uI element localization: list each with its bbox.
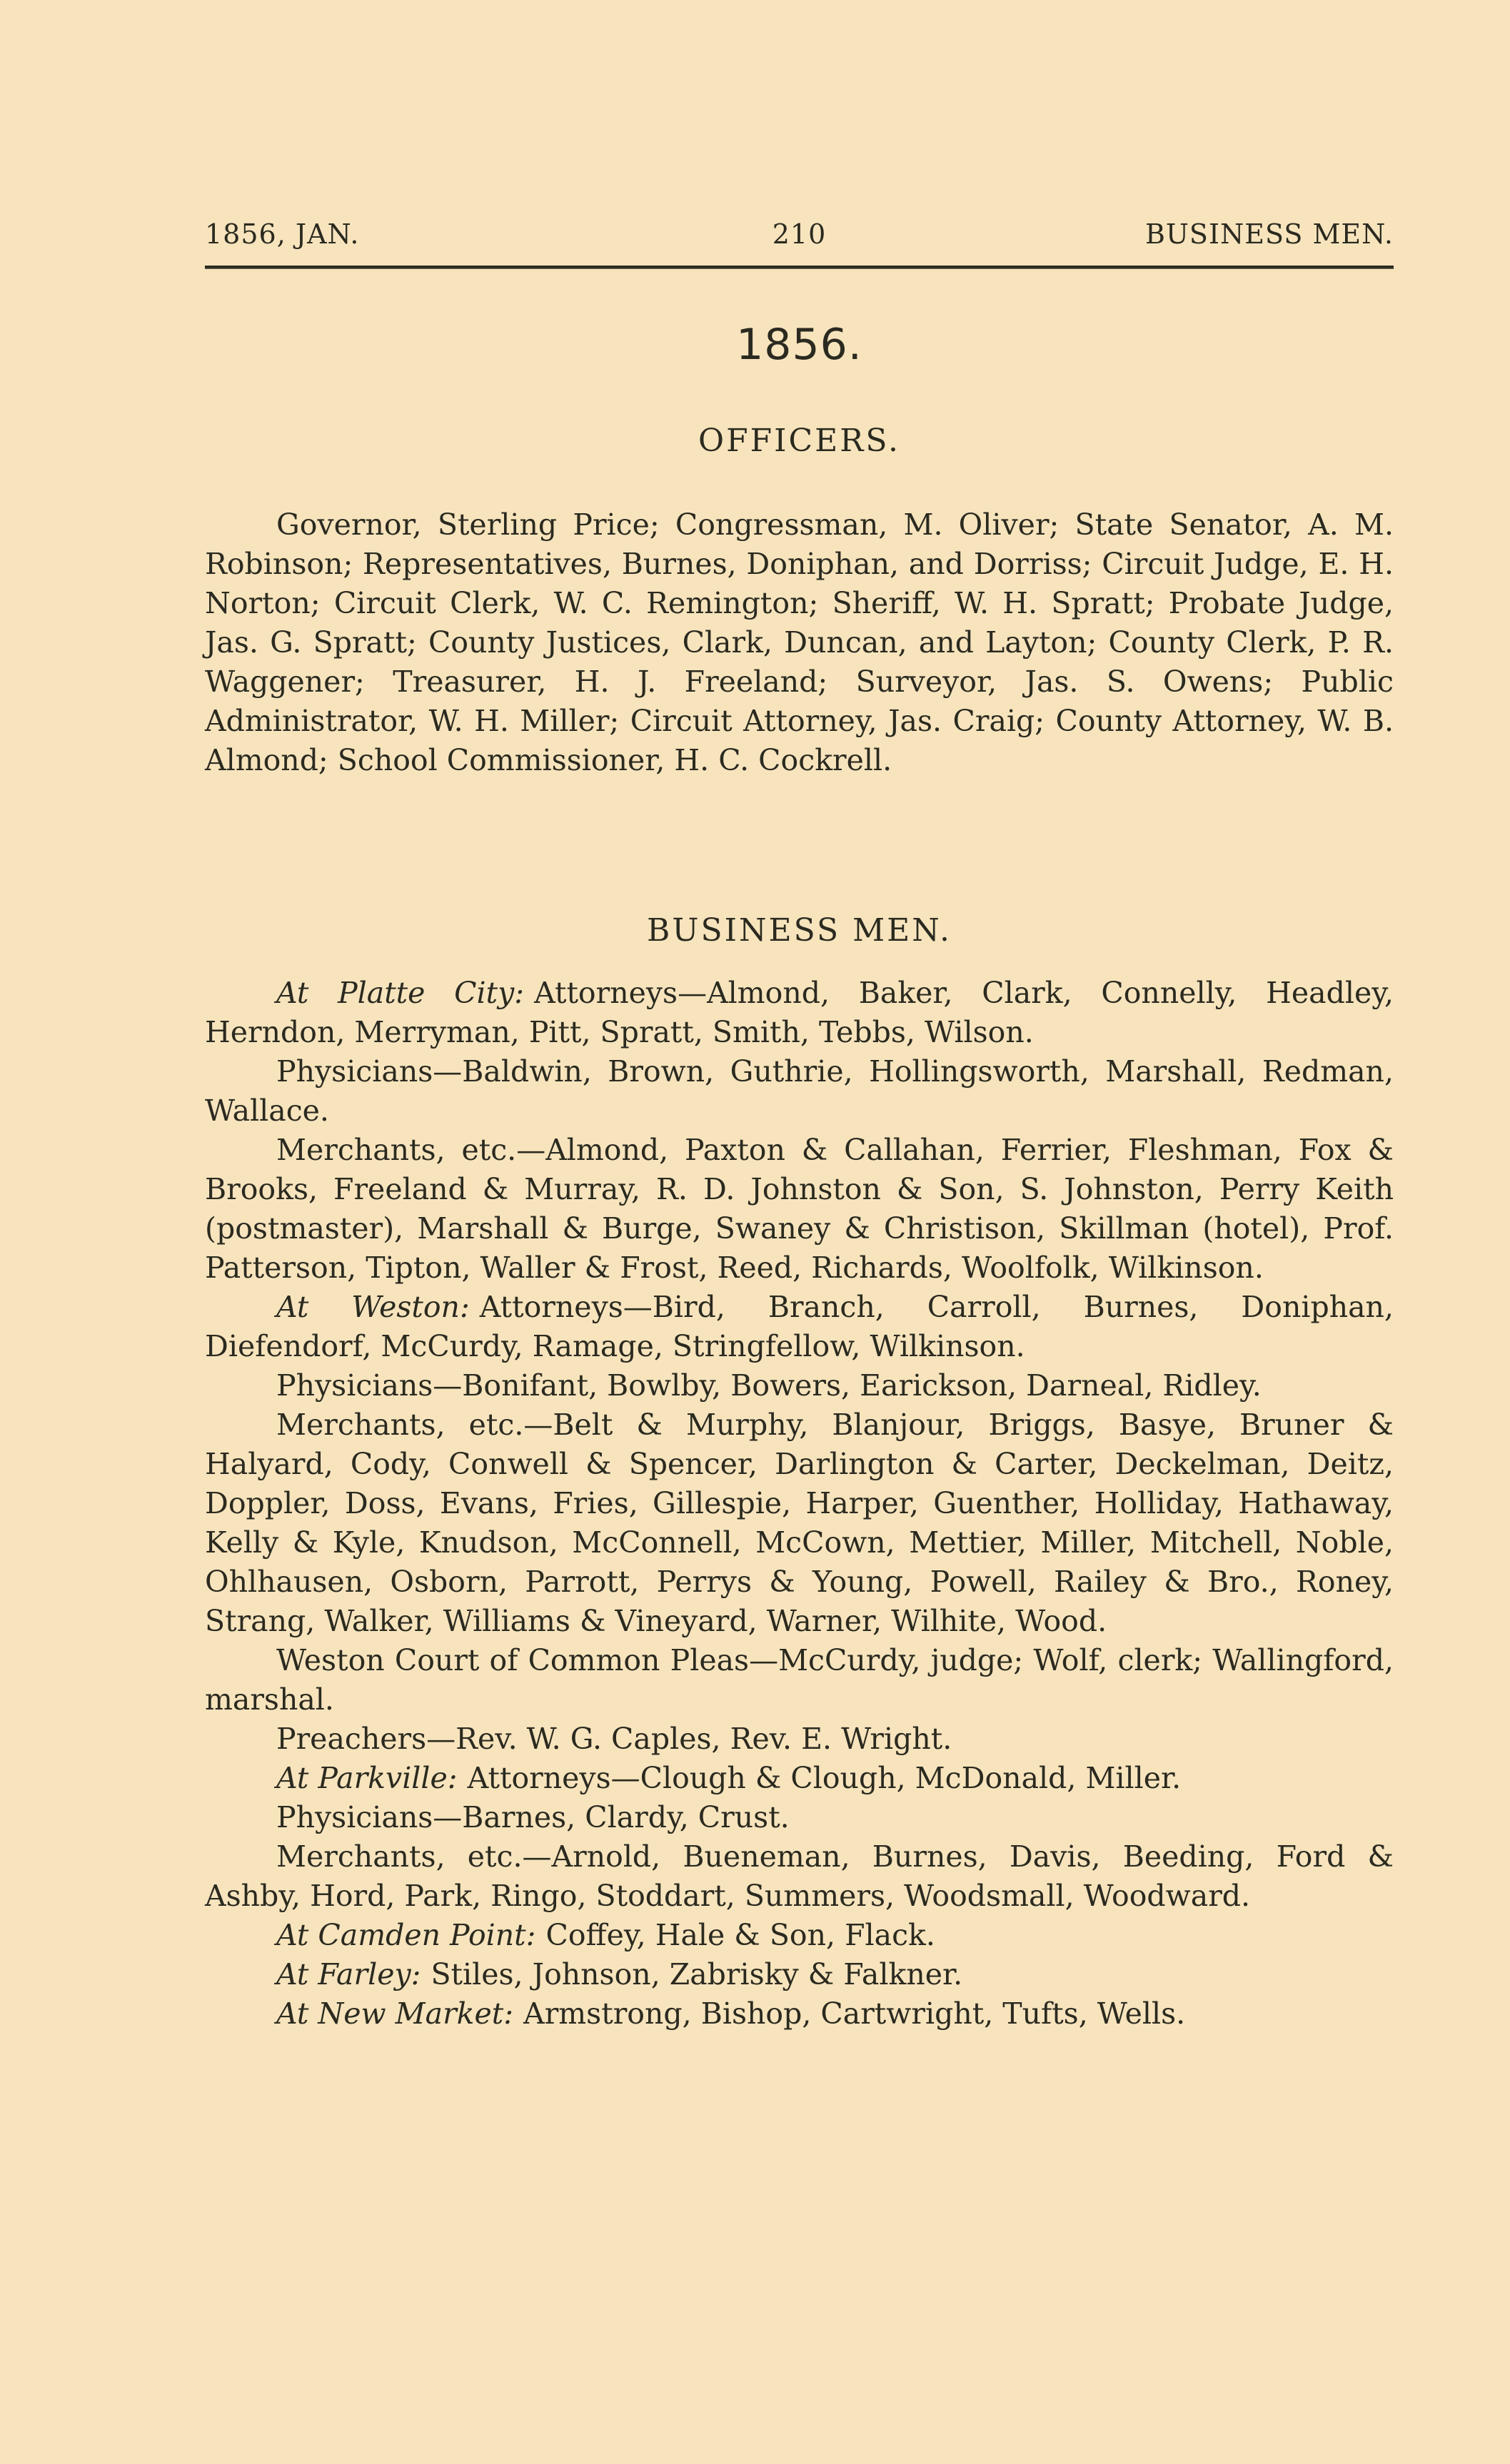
entry-text: Coffey, Hale & Son, Flack. [545, 1918, 935, 1952]
business-men-list [205, 974, 1394, 2034]
business-entry [205, 1405, 1394, 1641]
officers-heading: OFFICERS. [698, 423, 900, 459]
entry-text: Preachers—Rev. W. G. Caples, Rev. E. Wright. [276, 1722, 952, 1756]
entry-text: Weston Court of Common Pleas—McCurdy, judge; Wolf, clerk; Wallingford, marshal. [205, 1643, 1394, 1717]
entry-text: Attorneys—Clough & Clough, McDonald, Miller. [467, 1761, 1182, 1795]
entry-text: Armstrong, Bishop, Cartwright, Tufts, Wells. [523, 1996, 1186, 2031]
year-title: 1856. [736, 320, 862, 370]
business-entry [205, 1288, 1394, 1366]
entry-text: Attorneys—Bird, Branch, Carroll, Burnes, Doniphan, Diefendorf, McCurdy, Ramage, Stringfellow, Wilkinson. [205, 1290, 1394, 1363]
page-number: 210 [772, 218, 827, 250]
entry-text: Merchants, etc.—Belt & Murphy, Blanjour, Briggs, Basye, Bruner & Halyard, Cody, Conwell & Spencer, Darlington & Carter, Deckelman, Deitz, Doppler, Doss, Evans, Fries, Gillespie, Harper, Guenther, Holliday, Hathaway, Kelly & Kyle, Knudson, McConnell, McCown, Mettier, Miller, Mitchell, Noble, Ohlhausen, Osborn, Parrott, Perrys & Young, Powell, Railey & Bro., Roney, Strang, Walker, Williams & Vineyard, Warner, Wilhite, Wood. [205, 1408, 1394, 1638]
place-label: At Camden Point: [276, 1918, 536, 1952]
entry-text: Merchants, etc.—Almond, Paxton & Callahan, Ferrier, Fleshman, Fox & Brooks, Freeland & Murray, R. D. Johnston & Son, S. Johnston, Perry Keith (postmaster), Marshall & Burge, Swaney & Christison, Skillman (hotel), Prof. Patterson, Tipton, Waller & Frost, Reed, Richards, Woolfolk, Wilkinson. [205, 1133, 1394, 1285]
place-label: At Platte City: [276, 976, 525, 1010]
entry-text: Merchants, etc.—Arnold, Bueneman, Burnes, Davis, Beeding, Ford & Ashby, Hord, Park, Ringo, Stoddart, Summers, Woodsmall, Woodward. [205, 1839, 1394, 1913]
place-label: At New Market: [276, 1996, 514, 2031]
business-entry [205, 1052, 1394, 1131]
place-label: At Parkville: [276, 1761, 458, 1795]
entry-text: Stiles, Johnson, Zabrisky & Falkner. [431, 1957, 963, 1991]
business-entry [205, 1131, 1394, 1288]
business-entry [205, 1720, 1394, 1759]
business-entry [205, 1837, 1394, 1916]
place-label: At Farley: [276, 1957, 421, 1991]
running-head [205, 218, 1394, 254]
business-entry [205, 1641, 1394, 1720]
business-entry [205, 1366, 1394, 1405]
business-entry [205, 1916, 1394, 1955]
entry-text: Physicians—Bonifant, Bowlby, Bowers, Earickson, Darneal, Ridley. [276, 1368, 1262, 1403]
running-head-date: 1856, JAN. [205, 218, 360, 250]
header-rule [205, 266, 1394, 269]
business-entry [205, 1955, 1394, 1994]
business-entry [205, 1798, 1394, 1837]
business-men-heading: BUSINESS MEN. [647, 912, 952, 949]
officers-paragraph: Governor, Sterling Price; Congressman, M. Oliver; State Senator, A. M. Robinson; Representatives, Burnes, Doniphan, and Dorriss; Circuit Judge, E. H. Norton; Circuit Clerk, W. C. Remington; Sheriff, W. H. Spratt; Probate Judge, Jas. G. Spratt; County Justices, Clark, Duncan, and Layton; County Clerk, P. R. Waggener; Treasurer, H. J. Freeland; Surveyor, Jas. S. Owens; Public Administrator, W. H. Miller; Circuit Attorney, Jas. Craig; County Attorney, W. B. Almond; School Commissioner, H. C. Cockrell. [205, 508, 1394, 777]
business-entry [205, 974, 1394, 1052]
running-head-section: BUSINESS MEN. [1144, 218, 1394, 250]
business-entry [205, 1994, 1394, 2034]
entry-text: Physicians—Baldwin, Brown, Guthrie, Hollingsworth, Marshall, Redman, Wallace. [205, 1054, 1394, 1128]
place-label: At Weston: [276, 1290, 470, 1324]
entry-text: Physicians—Barnes, Clardy, Crust. [276, 1800, 790, 1834]
entry-text: Attorneys—Almond, Baker, Clark, Connelly, Headley, Herndon, Merryman, Pitt, Spratt, Smith, Tebbs, Wilson. [205, 976, 1394, 1049]
business-entry [205, 1759, 1394, 1798]
